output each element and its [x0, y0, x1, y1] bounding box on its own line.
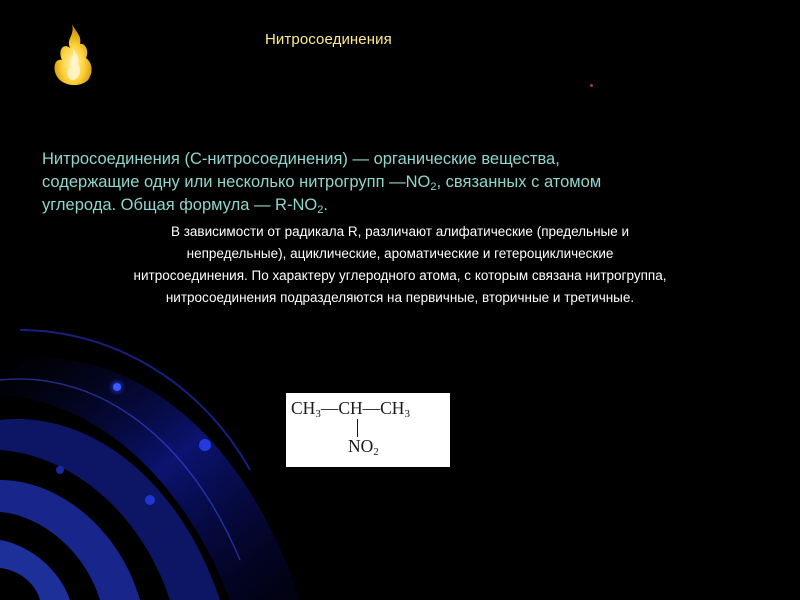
description-line: непредельные), ациклические, ароматические и гетероциклические: [186, 246, 614, 261]
slide-title: Нитросоединения: [265, 31, 392, 48]
definition-line-3: углерода. Общая формула — $R-NO_2$.: [42, 196, 328, 216]
decorative-dot: [590, 84, 593, 87]
definition-line-2: содержащие одну или несколько нитрогрупп $—NO_2$, связанных с атомом: [42, 173, 602, 193]
flame-icon: [48, 22, 96, 88]
description-line: нитросоединения. По характеру углеродного атома, с которым связана нитрогруппа,: [133, 268, 667, 283]
definition-text: [42, 148, 762, 217]
structural-formula: [286, 393, 450, 467]
description-line: нитросоединения подразделяются на первичные, вторичные и третичные.: [165, 290, 635, 305]
description-text: [40, 221, 760, 309]
formula-main-chain: $CH_3—CH—CH_3$: [291, 398, 410, 420]
description-line: В зависимости от радикала R, различают алифатические (предельные и: [170, 224, 630, 239]
formula-vertical-bond: [357, 419, 358, 437]
definition-line-1: Нитросоединения (С-нитросоединения) — органические вещества,: [42, 150, 560, 168]
formula-nitro-group: $NO_2$: [348, 436, 379, 458]
